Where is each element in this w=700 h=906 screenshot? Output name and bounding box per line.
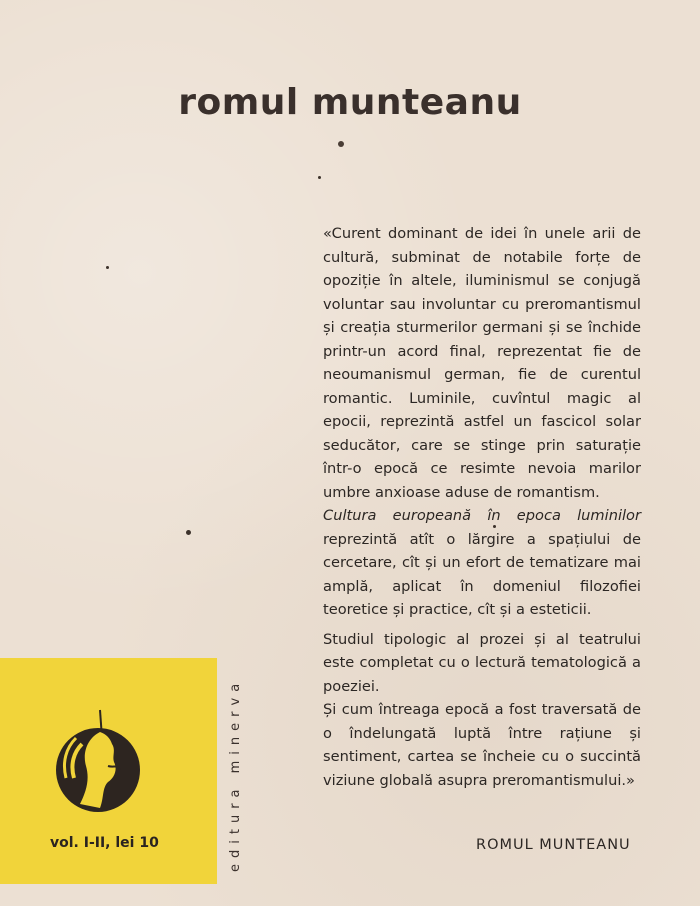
ornament-dot: [338, 141, 344, 147]
blurb-paragraph-2: [323, 504, 641, 622]
blurb-paragraph-4: Și cum întreaga epocă a fost traversată de o îndelungată luptă între rațiune și sentiment, cartea se încheie cu o succintă viziune globală asupra preromantismului.»: [323, 701, 641, 789]
price-label: vol. I-II, lei 10: [50, 835, 159, 851]
blurb-paragraph-1: «Curent dominant de idei în unele arii de cultură, subminat de notabile forțe de opoziție în altele, iluminismul se conjugă voluntar sau involuntar cu preromantismul și creația sturmerilor germani și se închide printr-un acord final, reprezentat fie de neoumanismul german, fie de curentul romantic. Luminile, cuvîntul magic al epocii, reprezintă astfel un fascicol solar seducător, care se stinge prin saturație într-o epocă ce resimte nevoia marilor umbre anxioase aduse de romantism.: [323, 225, 641, 501]
minerva-head-icon: [52, 708, 144, 820]
paper-speck: [493, 525, 496, 528]
paper-speck: [106, 266, 109, 269]
paper-speck: [186, 530, 191, 535]
blurb-paragraph-3: Studiul tipologic al prozei și al teatrului este completat cu o lectură tematologică a poeziei.: [323, 630, 641, 695]
paper-speck: [318, 176, 321, 179]
publisher-name: editura minerva: [228, 677, 243, 873]
back-cover-blurb: [323, 222, 641, 792]
book-title-italic: Cultura europeană în epoca luminilor: [323, 507, 641, 524]
author-title: romul munteanu: [178, 82, 522, 123]
blurb-paragraph-2-rest: reprezintă atît o lărgire a spațiului de cercetare, cît și un efort de tematizare mai amplă, aplicat în domeniul filozofiei teoretice și practice, cît și a esteticii.: [323, 530, 641, 618]
author-signature: ROMUL MUNTEANU: [476, 837, 631, 853]
